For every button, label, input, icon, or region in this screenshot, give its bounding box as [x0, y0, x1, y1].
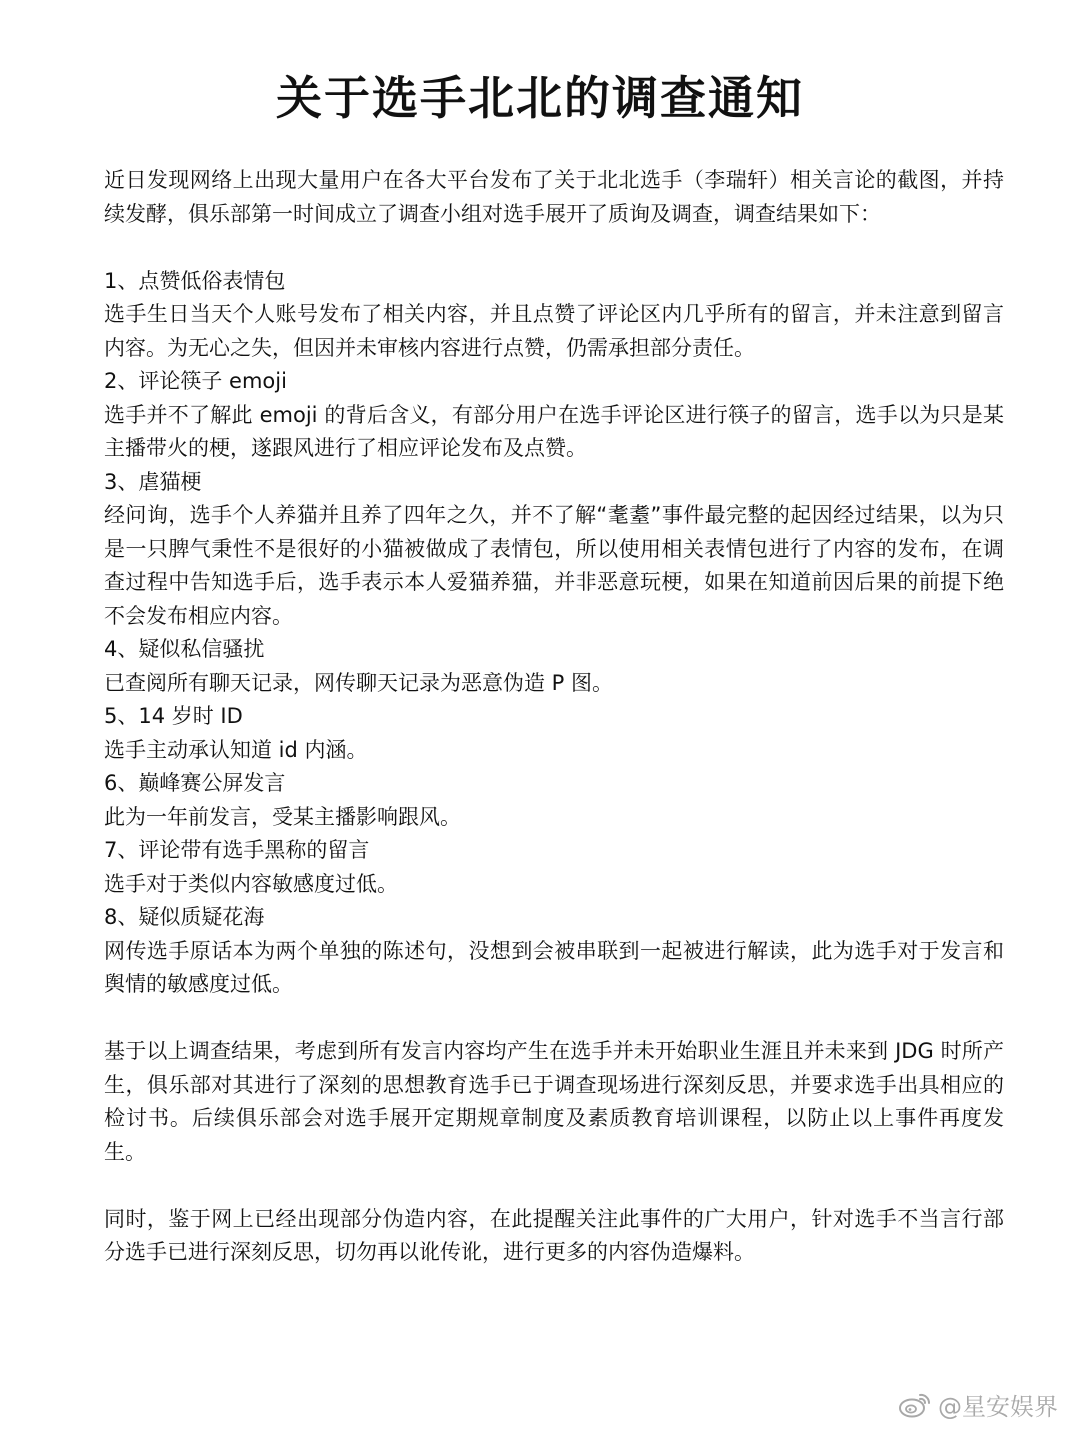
finding-2-text: 选手并不了解此 emoji 的背后含义，有部分用户在选手评论区进行筷子的留言，选手以为只是某主播带火的梗，遂跟风进行了相应评论发布及点赞。: [104, 402, 1004, 460]
document-body: [104, 164, 1004, 1270]
paragraph-gap: [104, 1002, 1004, 1036]
intro-paragraph: 近日发现网络上出现大量用户在各大平台发布了关于北北选手（李瑞轩）相关言论的截图，并持续发酵，俱乐部第一时间成立了调查小组对选手展开了质询及调查，调查结果如下：: [104, 168, 1004, 226]
finding-5-heading: 5、14 岁时 ID: [104, 704, 243, 728]
findings-list: [104, 265, 1004, 1002]
finding-7-text: 选手对于类似内容敏感度过低。: [104, 871, 398, 896]
document-title: 关于选手北北的调查通知: [276, 71, 804, 125]
finding-5-text: 选手主动承认知道 id 内涵。: [104, 737, 368, 762]
finding-6-text: 此为一年前发言，受某主播影响跟风。: [104, 804, 461, 829]
conclusion-paragraph: 基于以上调查结果，考虑到所有发言内容均产生在选手并未开始职业生涯且并未来到 JDG 时所产生，俱乐部对其进行了深刻的思想教育选手已于调查现场进行深刻反思，并要求选手出具相应的检讨书。后续俱乐部会对选手展开定期规章制度及素质教育培训课程，以防止以上事件再度发生。: [104, 1039, 1004, 1164]
finding-1-heading: 1、点赞低俗表情包: [104, 268, 286, 293]
finding-8-heading: 8、疑似质疑花海: [104, 905, 265, 929]
weibo-logo-icon: [898, 1391, 932, 1419]
finding-3-text: 经问询，选手个人养猫并且养了四年之久，并不了解“耄耋”事件最完整的起因经过结果，以为只是一只脾气秉性不是很好的小猫被做成了表情包，所以使用相关表情包进行了内容的发布，在调查过程中告知选手后，选手表示本人爱猫养猫，并非恶意玩梗，如果在知道前因后果的前提下绝不会发布相应内容。: [104, 503, 1004, 628]
finding-4-heading: 4、疑似私信骚扰: [104, 637, 265, 661]
weibo-watermark: [898, 1387, 1058, 1422]
finding-6-heading: 6、巅峰赛公屏发言: [104, 771, 286, 795]
finding-4-text: 已查阅所有聊天记录，网传聊天记录为恶意伪造 P 图。: [104, 670, 614, 695]
watermark-text: @星安娱界: [938, 1393, 1058, 1421]
finding-2-heading: 2、评论筷子 emoji: [104, 369, 287, 393]
finding-8-text: 网传选手原话本为两个单独的陈述句，没想到会被串联到一起被进行解读，此为选手对于发言和舆情的敏感度过低。: [104, 938, 1004, 996]
finding-1-text: 选手生日当天个人账号发布了相关内容，并且点赞了评论区内几乎所有的留言，并未注意到留言内容。为无心之失，但因并未审核内容进行点赞，仍需承担部分责任。: [104, 302, 1004, 360]
paragraph-gap: [104, 231, 1004, 265]
notice-paragraph: 同时，鉴于网上已经出现部分伪造内容，在此提醒关注此事件的广大用户，针对选手不当言行部分选手已进行深刻反思，切勿再以讹传讹，进行更多的内容伪造爆料。: [104, 1206, 1004, 1264]
finding-7-heading: 7、评论带有选手黑称的留言: [104, 838, 370, 862]
finding-3-heading: 3、虐猫梗: [104, 469, 202, 494]
paragraph-gap: [104, 1169, 1004, 1203]
